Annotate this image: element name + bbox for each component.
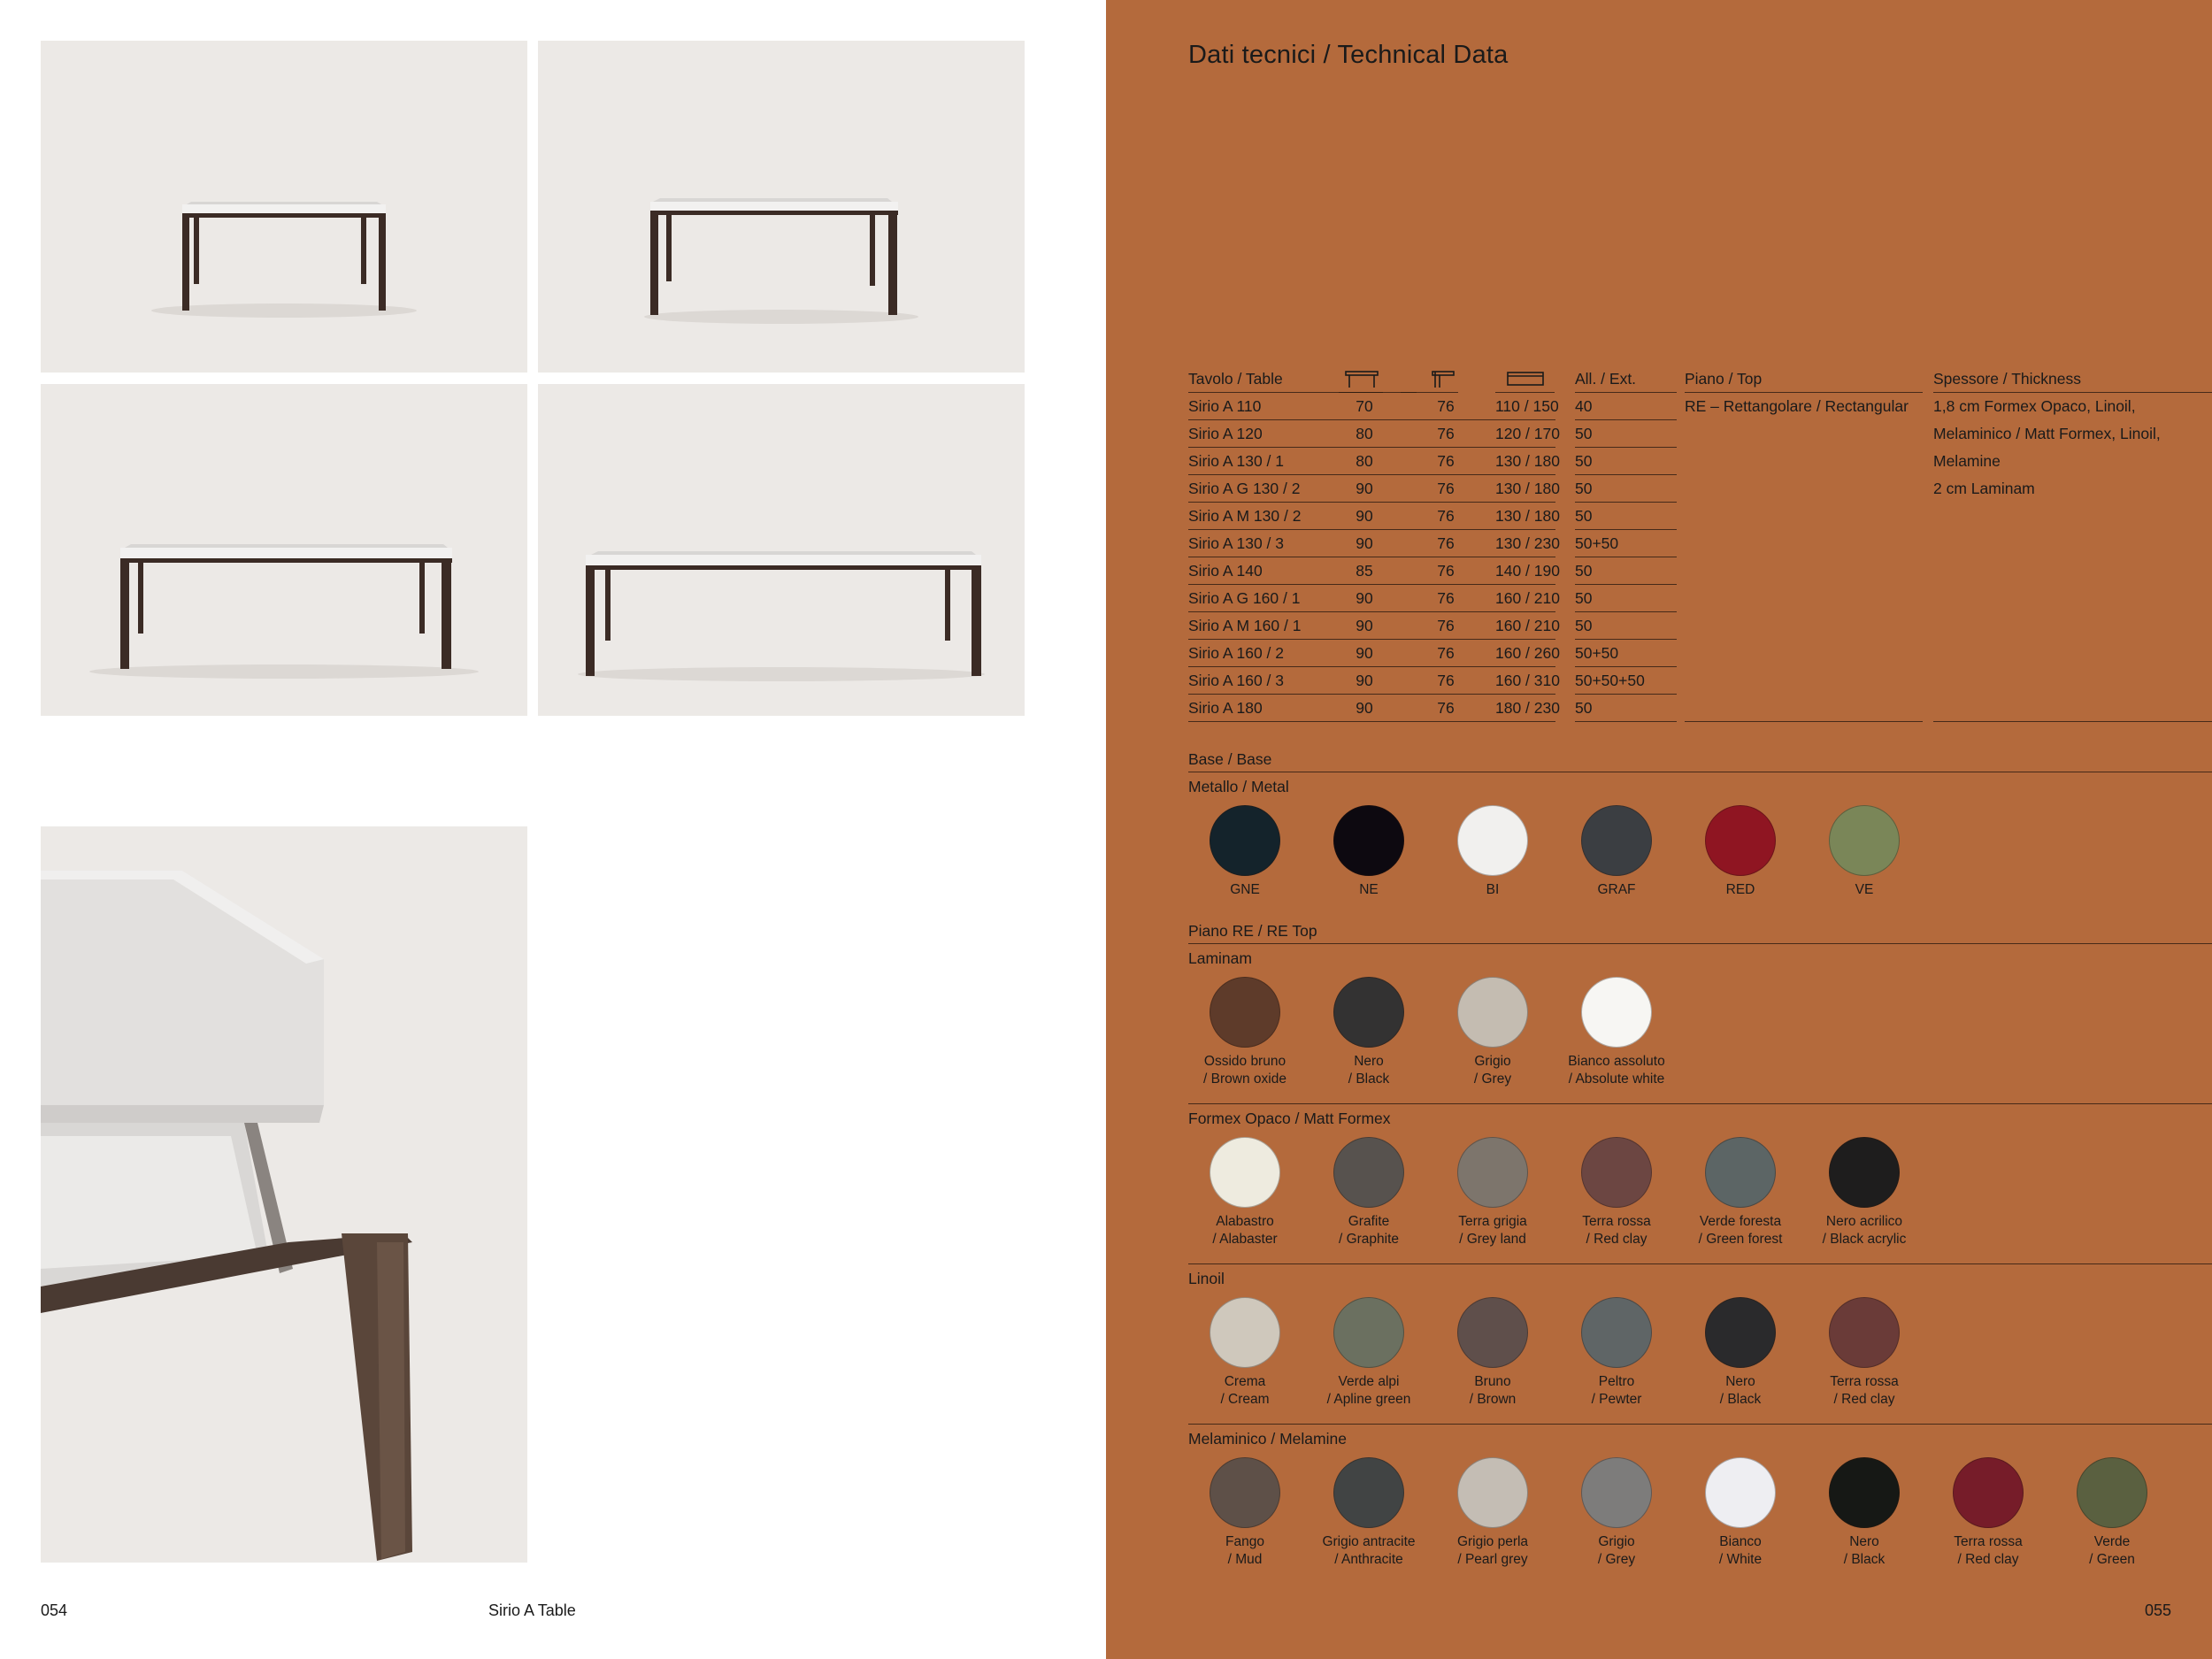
table-cell-height: 76 (1437, 699, 1455, 717)
swatch-label (1546, 881, 1687, 899)
swatch-label-line1: Grigio antracite (1322, 1534, 1416, 1549)
finish-group-title: Metallo / Metal (1188, 778, 1289, 795)
swatch-label-line2: / Green forest (1698, 1232, 1783, 1247)
table-cell-length: 160 / 210 (1495, 617, 1560, 634)
swatch-label (2041, 1533, 2183, 1569)
table-cell-model: Sirio A 160 / 3 (1188, 672, 1284, 689)
table-row-rule (1188, 474, 1555, 475)
table-illustration (41, 41, 527, 373)
swatch-label-line2: / Anthracite (1334, 1552, 1403, 1567)
swatch-label-line1: Nero (1354, 1054, 1384, 1069)
table-cell-height: 76 (1437, 397, 1455, 415)
color-swatch[interactable] (1829, 1297, 1900, 1368)
thickness-value: 2 cm Laminam (1933, 480, 2035, 497)
table-cell-length: 130 / 180 (1495, 452, 1560, 470)
table-cell-ext: 50 (1575, 425, 1593, 442)
swatch-label-line1: Grigio perla (1456, 1534, 1529, 1549)
swatch-label-line1: Bianco assoluto (1568, 1054, 1665, 1069)
color-swatch[interactable] (1581, 1137, 1652, 1208)
table-row-rule (1188, 694, 1555, 695)
swatch-label-line2: / Black acrylic (1822, 1232, 1907, 1247)
thickness-value: Melaminico / Matt Formex, Linoil, (1933, 425, 2161, 442)
top-section-title: Piano RE / RE Top (1188, 922, 1317, 940)
extension-mechanism-illustration (41, 826, 527, 1563)
color-swatch[interactable] (1210, 805, 1280, 876)
swatch-label (1670, 881, 1811, 899)
table-cell-model: Sirio A 110 (1188, 397, 1262, 415)
color-swatch[interactable] (2077, 1457, 2147, 1528)
color-swatch[interactable] (1953, 1457, 2024, 1528)
table-row-rule (1575, 639, 1677, 640)
swatch-label (1422, 881, 1563, 899)
table-row-rule (1575, 502, 1677, 503)
table-row-rule (1575, 419, 1677, 420)
swatch-label (1546, 1053, 1687, 1088)
swatch-label-line2: / Red clay (1586, 1232, 1647, 1247)
color-swatch[interactable] (1705, 1297, 1776, 1368)
table-bottom-rule (1933, 721, 2212, 722)
swatch-label (1670, 1213, 1811, 1248)
table-cell-length: 180 / 230 (1495, 699, 1560, 717)
swatch-label-line1: GRAF (1597, 882, 1636, 897)
right-page (1106, 0, 2212, 1659)
table-cell-height: 76 (1437, 534, 1455, 552)
swatch-label-line1: Crema (1224, 1374, 1266, 1389)
color-swatch[interactable] (1457, 1137, 1528, 1208)
table-cell-model: Sirio A M 130 / 2 (1188, 507, 1302, 525)
table-cell-width: 90 (1356, 644, 1373, 662)
swatch-label-line2: / Grey (1597, 1552, 1636, 1567)
base-section-title: Base / Base (1188, 750, 1272, 768)
table-cell-height: 76 (1437, 480, 1455, 497)
table-illustration (538, 384, 1025, 716)
swatch-label-line1: RED (1725, 882, 1755, 897)
table-cell-ext: 50 (1575, 617, 1593, 634)
swatch-label-line2: / Black (1348, 1071, 1390, 1087)
swatch-label-line2: / Red clay (1833, 1392, 1895, 1407)
color-swatch[interactable] (1210, 1297, 1280, 1368)
left-page-number: 054 (41, 1601, 68, 1619)
table-cell-length: 140 / 190 (1495, 562, 1560, 580)
table-row-rule (1188, 721, 1555, 722)
swatch-label (1793, 881, 1935, 899)
product-name-footer: Sirio A Table (488, 1601, 576, 1619)
swatch-label-line2: / Brown oxide (1203, 1071, 1286, 1087)
table-cell-width: 90 (1356, 534, 1373, 552)
swatch-label (1793, 1533, 1935, 1569)
table-row-rule (1575, 611, 1677, 612)
swatch-label (1298, 1053, 1440, 1088)
swatch-label-line1: Verde foresta (1699, 1214, 1782, 1229)
top-value: RE – Rettangolare / Rectangular (1685, 397, 1909, 415)
swatch-label (1422, 1533, 1563, 1569)
color-swatch[interactable] (1333, 1457, 1404, 1528)
table-illustration (41, 384, 527, 716)
swatch-label-line1: Grigio (1598, 1534, 1635, 1549)
table-cell-length: 130 / 180 (1495, 507, 1560, 525)
swatch-label-line2: / White (1718, 1552, 1763, 1567)
table-cell-model: Sirio A 120 (1188, 425, 1263, 442)
header-extension: All. / Ext. (1575, 370, 1637, 388)
swatch-label (1298, 1213, 1440, 1248)
table-row-rule (1188, 502, 1555, 503)
table-cell-ext: 50+50+50 (1575, 672, 1645, 689)
table-row-rule (1575, 721, 1677, 722)
table-cell-height: 76 (1437, 425, 1455, 442)
table-header-rule (1339, 392, 1383, 393)
table-row-rule (1188, 529, 1555, 530)
thickness-value: Melamine (1933, 452, 2001, 470)
swatch-label-line1: Bruno (1474, 1374, 1511, 1389)
table-cell-ext: 50 (1575, 452, 1593, 470)
table-row-rule (1575, 447, 1677, 448)
header-thickness: Spessore / Thickness (1933, 370, 2081, 388)
swatch-label-line1: Fango (1225, 1534, 1264, 1549)
table-header-rule (1575, 392, 1677, 393)
table-cell-model: Sirio A 160 / 2 (1188, 644, 1284, 662)
table-header-rule (1685, 392, 1923, 393)
table-row-rule (1575, 474, 1677, 475)
swatch-label-line1: Terra grigia (1458, 1214, 1527, 1229)
table-cell-model: Sirio A 130 / 1 (1188, 452, 1284, 470)
table-cell-height: 76 (1437, 452, 1455, 470)
swatch-label-line2: / Alabaster (1212, 1232, 1278, 1247)
swatch-label (1298, 881, 1440, 899)
swatch-label-line2: / Grey (1473, 1071, 1512, 1087)
table-row-rule (1188, 639, 1555, 640)
swatch-label-line1: Bianco (1719, 1534, 1762, 1549)
swatch-label-line2: / Mud (1227, 1552, 1263, 1567)
swatch-label (1298, 1533, 1440, 1569)
swatch-label (1174, 881, 1316, 899)
table-cell-width: 70 (1356, 397, 1373, 415)
swatch-label (1546, 1373, 1687, 1409)
table-cell-ext: 50+50 (1575, 644, 1619, 662)
table-cell-length: 120 / 170 (1495, 425, 1560, 442)
swatch-label (1174, 1373, 1316, 1409)
header-model: Tavolo / Table (1188, 370, 1283, 388)
swatch-label-line1: Ossido bruno (1203, 1054, 1286, 1069)
table-cell-height: 76 (1437, 507, 1455, 525)
swatch-label (1546, 1213, 1687, 1248)
table-width-icon (1345, 370, 1379, 389)
table-cell-width: 90 (1356, 480, 1373, 497)
table-cell-width: 90 (1356, 617, 1373, 634)
table-cell-model: Sirio A 180 (1188, 699, 1263, 717)
swatch-label-line1: Peltro (1598, 1374, 1635, 1389)
swatch-label-line1: Nero (1849, 1534, 1879, 1549)
table-cell-ext: 50 (1575, 589, 1593, 607)
swatch-label (1917, 1533, 2059, 1569)
table-cell-model: Sirio A 140 (1188, 562, 1263, 580)
swatch-label (1174, 1213, 1316, 1248)
thickness-value: 1,8 cm Formex Opaco, Linoil, (1933, 397, 2136, 415)
table-illustration (538, 41, 1025, 373)
swatch-label-line1: Nero acrilico (1825, 1214, 1903, 1229)
table-cell-ext: 50 (1575, 699, 1593, 717)
table-height-icon (1432, 370, 1455, 389)
finish-group-title: Linoil (1188, 1270, 1225, 1287)
swatch-label (1793, 1373, 1935, 1409)
table-row-rule (1188, 666, 1555, 667)
finish-group-title: Melaminico / Melamine (1188, 1430, 1347, 1448)
table-row-rule (1188, 584, 1555, 585)
table-cell-model: Sirio A G 160 / 1 (1188, 589, 1301, 607)
swatch-label (1793, 1213, 1935, 1248)
swatch-label-line1: Terra rossa (1582, 1214, 1651, 1229)
color-swatch[interactable] (1333, 805, 1404, 876)
color-swatch[interactable] (1829, 1137, 1900, 1208)
table-cell-height: 76 (1437, 672, 1455, 689)
right-page-number: 055 (2144, 1601, 2171, 1619)
table-row-rule (1575, 584, 1677, 585)
swatch-label-line2: / Brown (1469, 1392, 1517, 1407)
color-swatch[interactable] (1210, 977, 1280, 1048)
color-swatch[interactable] (1705, 1137, 1776, 1208)
table-cell-length: 110 / 150 (1495, 397, 1559, 415)
color-swatch[interactable] (1581, 805, 1652, 876)
swatch-label (1546, 1533, 1687, 1569)
table-cell-model: Sirio A 130 / 3 (1188, 534, 1284, 552)
color-swatch[interactable] (1457, 1297, 1528, 1368)
table-cell-width: 90 (1356, 699, 1373, 717)
table-cell-length: 130 / 230 (1495, 534, 1560, 552)
table-bottom-rule (1685, 721, 1923, 722)
table-cell-model: Sirio A G 130 / 2 (1188, 480, 1301, 497)
color-swatch[interactable] (1581, 1297, 1652, 1368)
table-cell-height: 76 (1437, 617, 1455, 634)
table-cell-length: 160 / 210 (1495, 589, 1560, 607)
swatch-label (1174, 1533, 1316, 1569)
swatch-label-line2: / Absolute white (1568, 1071, 1665, 1087)
table-photo-extended-full (538, 384, 1025, 716)
color-swatch[interactable] (1457, 805, 1528, 876)
table-cell-width: 80 (1356, 452, 1373, 470)
swatch-label (1670, 1373, 1811, 1409)
color-swatch[interactable] (1705, 1457, 1776, 1528)
color-swatch[interactable] (1829, 805, 1900, 876)
table-cell-width: 90 (1356, 589, 1373, 607)
section-rule (1188, 1263, 2212, 1264)
swatch-label-line1: VE (1855, 882, 1874, 897)
table-cell-model: Sirio A M 160 / 1 (1188, 617, 1302, 634)
table-cell-ext: 50 (1575, 480, 1593, 497)
table-header-rule (1495, 392, 1555, 393)
finish-group-title: Formex Opaco / Matt Formex (1188, 1110, 1391, 1127)
swatch-label (1298, 1373, 1440, 1409)
section-rule (1188, 943, 2212, 944)
table-row-rule (1188, 419, 1555, 420)
swatch-label-line1: BI (1486, 882, 1500, 897)
swatch-label-line1: NE (1359, 882, 1379, 897)
table-photo-extended-one (41, 384, 527, 716)
swatch-label-line2: / Pewter (1591, 1392, 1642, 1407)
table-cell-width: 85 (1356, 562, 1373, 580)
swatch-label-line1: Grigio (1474, 1054, 1511, 1069)
table-photo-closed-angle (538, 41, 1025, 373)
swatch-label (1422, 1053, 1563, 1088)
swatch-label (1422, 1373, 1563, 1409)
section-rule (1188, 1103, 2212, 1104)
swatch-label-line2: / Pearl grey (1457, 1552, 1528, 1567)
color-swatch[interactable] (1333, 977, 1404, 1048)
swatch-label-line1: Verde (2093, 1534, 2131, 1549)
swatch-label-line1: Verde alpi (1338, 1374, 1400, 1389)
table-cell-height: 76 (1437, 644, 1455, 662)
color-swatch[interactable] (1829, 1457, 1900, 1528)
swatch-label-line1: Terra rossa (1954, 1534, 2023, 1549)
page-title: Dati tecnici / Technical Data (1188, 41, 1509, 69)
table-photo-detail-extension (41, 826, 527, 1563)
swatch-label-line2: / Black (1843, 1552, 1886, 1567)
swatch-label-line1: GNE (1230, 882, 1260, 897)
swatch-label (1174, 1053, 1316, 1088)
swatch-label-line2: / Apline green (1326, 1392, 1411, 1407)
table-cell-ext: 50 (1575, 562, 1593, 580)
table-cell-ext: 50 (1575, 507, 1593, 525)
swatch-label-line2: / Grey land (1459, 1232, 1526, 1247)
table-cell-width: 90 (1356, 507, 1373, 525)
table-header-rule (1933, 392, 2212, 393)
table-row-rule (1575, 529, 1677, 530)
table-header-rule (1401, 392, 1458, 393)
table-cell-ext: 40 (1575, 397, 1593, 415)
table-cell-width: 90 (1356, 672, 1373, 689)
swatch-label-line2: / Black (1719, 1392, 1762, 1407)
table-cell-length: 160 / 310 (1495, 672, 1560, 689)
table-length-icon (1507, 370, 1544, 389)
swatch-label-line1: Grafite (1348, 1214, 1390, 1229)
table-row-rule (1575, 694, 1677, 695)
color-swatch[interactable] (1705, 805, 1776, 876)
table-row-rule (1188, 611, 1555, 612)
swatch-label-line1: Terra rossa (1830, 1374, 1899, 1389)
table-cell-height: 76 (1437, 589, 1455, 607)
color-swatch[interactable] (1210, 1457, 1280, 1528)
color-swatch[interactable] (1333, 1297, 1404, 1368)
color-swatch[interactable] (1210, 1137, 1280, 1208)
swatch-label (1422, 1213, 1563, 1248)
table-cell-ext: 50+50 (1575, 534, 1619, 552)
finish-group-title: Laminam (1188, 949, 1252, 967)
table-cell-length: 160 / 260 (1495, 644, 1560, 662)
table-cell-height: 76 (1437, 562, 1455, 580)
swatch-label-line2: / Red clay (1957, 1552, 2019, 1567)
swatch-label-line1: Alabastro (1216, 1214, 1274, 1229)
color-swatch[interactable] (1457, 1457, 1528, 1528)
header-top: Piano / Top (1685, 370, 1763, 388)
table-row-rule (1575, 666, 1677, 667)
color-swatch[interactable] (1581, 977, 1652, 1048)
table-cell-width: 80 (1356, 425, 1373, 442)
color-swatch[interactable] (1457, 977, 1528, 1048)
color-swatch[interactable] (1333, 1137, 1404, 1208)
section-rule (1188, 1424, 2212, 1425)
swatch-label-line2: / Green (2089, 1552, 2135, 1567)
table-row-rule (1188, 447, 1555, 448)
color-swatch[interactable] (1581, 1457, 1652, 1528)
swatch-label-line1: Nero (1725, 1374, 1755, 1389)
swatch-label (1670, 1533, 1811, 1569)
table-photo-closed-front (41, 41, 527, 373)
swatch-label-line2: / Graphite (1338, 1232, 1400, 1247)
table-cell-length: 130 / 180 (1495, 480, 1560, 497)
swatch-label-line2: / Cream (1220, 1392, 1270, 1407)
